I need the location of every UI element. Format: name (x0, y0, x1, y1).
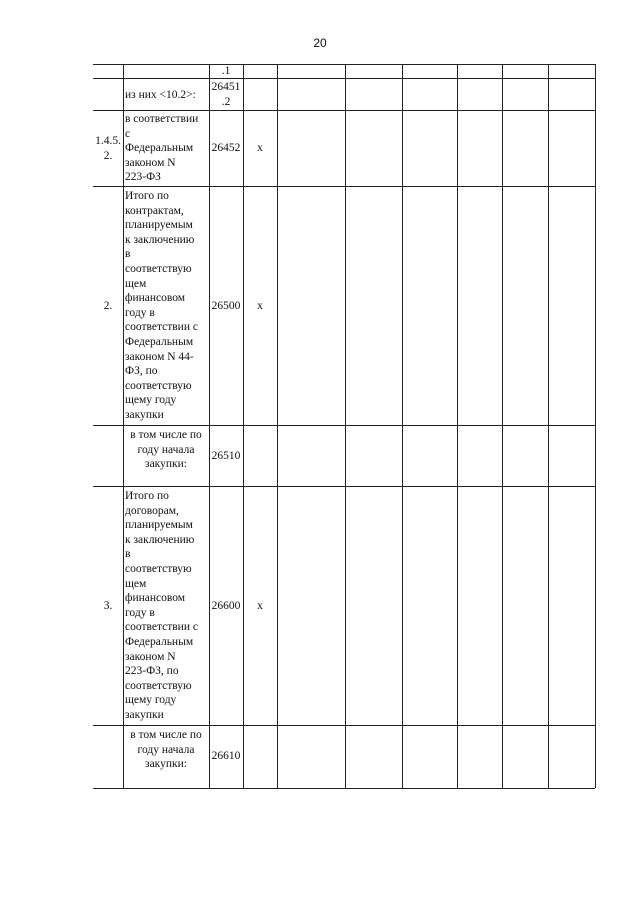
table-rule (345, 64, 346, 788)
row-code: 26500 (211, 300, 241, 312)
table-rule (93, 486, 595, 487)
table-rule (93, 64, 595, 65)
row-name: в том числе по году начала закупки: (130, 729, 202, 771)
table-rule (243, 64, 244, 788)
row-code: .1 (221, 65, 231, 77)
table-rule (93, 78, 595, 79)
row-code: 26452 (211, 142, 241, 154)
table-rule (93, 186, 595, 187)
table-rule (548, 64, 549, 788)
row-name: в соответствии с Федеральным законом N 223-ФЗ (125, 113, 199, 184)
row-name: Итого по контрактам, планируемым к заключению в соответствую щем финансовом году в соответствии с Федеральным законом N 44- ФЗ, по соответствую щему году закупки (125, 190, 198, 421)
table-rule (93, 725, 595, 726)
row-name: из них <10.2>: (125, 89, 196, 101)
table-rule (402, 64, 403, 788)
table-rule (93, 788, 595, 789)
table-rule (595, 64, 596, 788)
row-code: 26510 (211, 450, 241, 462)
table-rule (93, 110, 595, 111)
table-rule (277, 64, 278, 788)
table-rule (123, 64, 124, 788)
row-mark: x (257, 300, 263, 312)
row-number: 2. (103, 300, 113, 312)
table-rule (502, 64, 503, 788)
table-rule (209, 64, 210, 788)
row-mark: x (257, 600, 263, 612)
row-code: 26600 (211, 600, 241, 612)
table-rule (457, 64, 458, 788)
row-mark: x (257, 142, 263, 154)
row-number: 3. (103, 600, 113, 612)
row-name: в том числе по году начала закупки: (130, 429, 202, 471)
row-code: 26610 (211, 750, 241, 762)
table-rule (93, 425, 595, 426)
row-number: 1.4.5. 2. (95, 135, 121, 162)
row-code: 26451 .2 (211, 81, 241, 108)
page-number: 20 (313, 36, 327, 50)
row-name: Итого по договорам, планируемым к заключению в соответствую щем финансовом году в соответствии с Федеральным законом N 223-ФЗ, по соответствую щему году закупки (125, 490, 198, 721)
